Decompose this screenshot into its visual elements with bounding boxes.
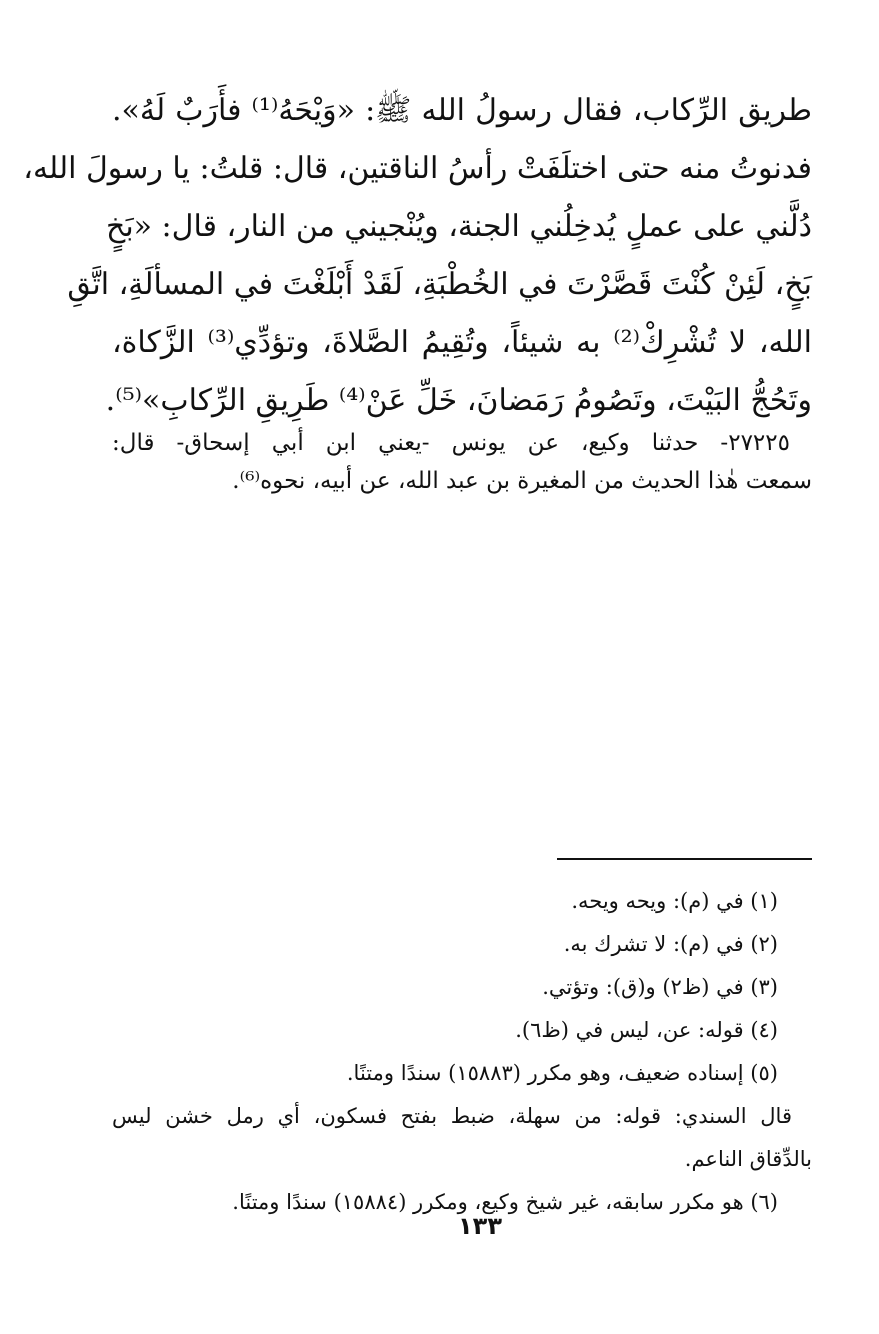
main-text-line: فدنوتُ منه حتى اختلَفَتْ رأسُ الناقتين، قال: قلتُ: يا رسولَ الله، <box>23 151 812 186</box>
main-text-line: دُلَّني على عملٍ يُدخِلُني الجنة، ويُنْجيني من النار، قال: «بَخٍ <box>105 209 812 244</box>
page-number: ١٣٣ <box>458 1212 502 1240</box>
footnote: (٥) إسناده ضعيف، وهو مكرر (١٥٨٨٣) سندًا ومتنًا. <box>346 1061 778 1085</box>
footnote-commentary: قال السندي: قوله: من سهلة، ضبط بفتح فسكون، أي رمل خشن ليس <box>112 1104 792 1128</box>
main-text-line: الله، لا تُشْرِكْ⁽²⁾ به شيئاً، وتُقِيمُ الصَّلاةَ، وتؤدِّي⁽³⁾ الزَّكاة، <box>112 325 812 360</box>
footnotes <box>112 880 812 1224</box>
hadith-line: سمعت هٰذا الحديث من المغيرة بن عبد الله، عن أبيه، نحوه⁽⁶⁾. <box>232 468 812 494</box>
footnote: (٢) في (م): لا تشرك به. <box>563 932 778 956</box>
main-text-line: طريق الرِّكاب، فقال رسولُ الله ﷺ: «وَيْحَهُ⁽¹⁾ فأَرَبٌ لَهُ». <box>112 93 812 128</box>
main-text-line: بَخٍ، لَئِنْ كُنْتَ قَصَّرْتَ في الخُطْبَةِ، لَقَدْ أَبْلَغْتَ في المسألَةِ، اتَّقِ <box>67 267 812 302</box>
footnote-separator <box>557 858 812 860</box>
main-text-line: وتَحُجُّ البَيْتَ، وتَصُومُ رَمَضانَ، خَلِّ عَنْ⁽⁴⁾ طَرِيقِ الرِّكابِ»⁽⁵⁾. <box>105 383 812 418</box>
footnote: (٣) في (ظ٢) و(ق): وتؤتي. <box>542 975 778 999</box>
main-text <box>23 82 812 430</box>
hadith-entry <box>112 424 812 500</box>
footnote: (٤) قوله: عن، ليس في (ظ٦). <box>515 1018 778 1042</box>
footnote: (٦) هو مكرر سابقه، غير شيخ وكيع، ومكرر (١٥٨٨٤) سندًا ومتنًا. <box>232 1190 778 1214</box>
footnote: (١) في (م): ويحه ويحه. <box>571 889 778 913</box>
hadith-line: ٢٧٢٢٥- حدثنا وكيع، عن يونس -يعني ابن أبي إسحاق- قال: <box>112 430 790 456</box>
footnote-commentary-continued: بالدِّقاق الناعم. <box>684 1147 812 1171</box>
